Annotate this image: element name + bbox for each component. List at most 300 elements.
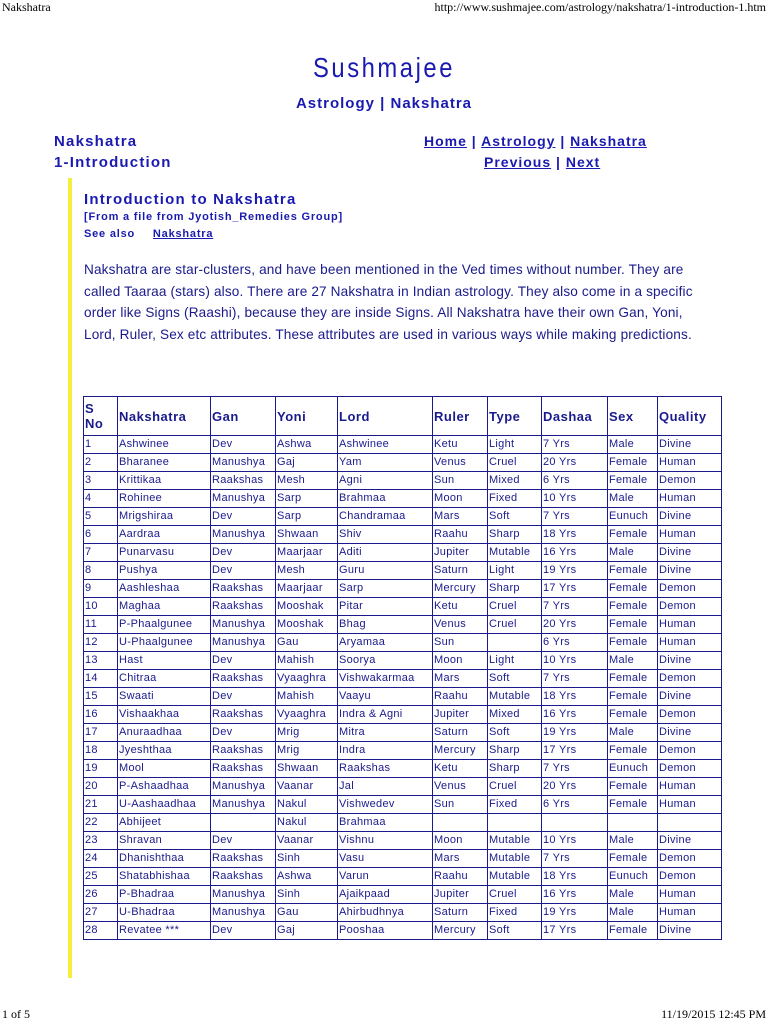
cell-type: Cruel <box>488 454 542 472</box>
cell-sex: Female <box>608 796 658 814</box>
cell-sex: Eunuch <box>608 868 658 886</box>
cell-yoni: Nakul <box>276 814 338 832</box>
cell-sex: Female <box>608 670 658 688</box>
cell-nakshatra: P-Ashaadhaa <box>118 778 211 796</box>
cell-type <box>488 634 542 652</box>
cell-nakshatra: Dhanishthaa <box>118 850 211 868</box>
cell-sex: Male <box>608 490 658 508</box>
cell-ruler: Raahu <box>433 868 488 886</box>
cell-sex: Eunuch <box>608 508 658 526</box>
cell-type: Mutable <box>488 688 542 706</box>
cell-ruler: Moon <box>433 832 488 850</box>
cell-lord: Aditi <box>338 544 433 562</box>
cell-gan: Manushya <box>211 526 276 544</box>
cell-sex: Male <box>608 544 658 562</box>
cell-type: Light <box>488 562 542 580</box>
cell-type: Soft <box>488 508 542 526</box>
cell-sex <box>608 814 658 832</box>
table-header-row <box>84 397 722 436</box>
cell-sno: 12 <box>84 634 118 652</box>
cell-sno: 2 <box>84 454 118 472</box>
cell-ruler: Mercury <box>433 922 488 940</box>
cell-gan: Dev <box>211 436 276 454</box>
cell-lord: Vishwedev <box>338 796 433 814</box>
nakshatra-link[interactable]: Nakshatra <box>570 133 647 149</box>
cell-ruler: Mercury <box>433 742 488 760</box>
cell-dashaa: 16 Yrs <box>542 886 608 904</box>
cell-sex: Female <box>608 778 658 796</box>
cell-yoni: Mooshak <box>276 598 338 616</box>
site-subtitle: Astrology | Nakshatra <box>295 95 473 112</box>
cell-quality: Divine <box>658 724 722 742</box>
cell-lord: Ahirbudhnya <box>338 904 433 922</box>
cell-ruler: Mercury <box>433 580 488 598</box>
cell-nakshatra: Swaati <box>118 688 211 706</box>
table-row <box>84 796 722 814</box>
cell-yoni: Shwaan <box>276 760 338 778</box>
cell-nakshatra: U-Phaalgunee <box>118 634 211 652</box>
cell-type: Sharp <box>488 580 542 598</box>
cell-lord: Jal <box>338 778 433 796</box>
cell-yoni: Vyaaghra <box>276 706 338 724</box>
page-heading-line1: Nakshatra <box>54 133 138 150</box>
astrology-link[interactable]: Astrology <box>481 133 556 149</box>
cell-sno: 18 <box>84 742 118 760</box>
cell-quality: Divine <box>658 922 722 940</box>
column-header-sno: S No <box>84 397 118 436</box>
table-row <box>84 904 722 922</box>
cell-sno: 8 <box>84 562 118 580</box>
print-footer-page: 1 of 5 <box>2 1007 30 1021</box>
cell-dashaa: 10 Yrs <box>542 832 608 850</box>
cell-gan: Dev <box>211 832 276 850</box>
cell-nakshatra: Mrigshiraa <box>118 508 211 526</box>
cell-type: Soft <box>488 724 542 742</box>
cell-yoni: Maarjaar <box>276 544 338 562</box>
cell-sno: 19 <box>84 760 118 778</box>
cell-yoni: Sinh <box>276 886 338 904</box>
cell-nakshatra: Revatee *** <box>118 922 211 940</box>
cell-gan: Manushya <box>211 454 276 472</box>
cell-lord: Indra & Agni <box>338 706 433 724</box>
cell-type: Cruel <box>488 778 542 796</box>
print-header-title: Nakshatra <box>2 0 51 14</box>
cell-ruler: Mars <box>433 670 488 688</box>
cell-gan: Dev <box>211 922 276 940</box>
table-row <box>84 886 722 904</box>
cell-type: Fixed <box>488 904 542 922</box>
cell-quality: Divine <box>658 688 722 706</box>
cell-gan: Raakshas <box>211 472 276 490</box>
cell-nakshatra: Rohinee <box>118 490 211 508</box>
cell-sno: 16 <box>84 706 118 724</box>
cell-sno: 23 <box>84 832 118 850</box>
cell-nakshatra: Punarvasu <box>118 544 211 562</box>
cell-gan: Raakshas <box>211 670 276 688</box>
cell-ruler: Venus <box>433 616 488 634</box>
intro-paragraph: Nakshatra are star-clusters, and have been mentioned in the Ved times without number. They are called Taaraa (stars) also. There are 27 Nakshatra in Indian astrology. They also come in a specific order like Signs (Raashi), because they are inside Signs. All Nakshatra have their own Gan, Yoni, Lord, Ruler, Sex etc attributes. These attributes are used in various ways while making predictions. <box>84 262 693 342</box>
cell-dashaa: 17 Yrs <box>542 580 608 598</box>
cell-yoni: Gaj <box>276 922 338 940</box>
next-link[interactable]: Next <box>565 154 601 170</box>
cell-sno: 5 <box>84 508 118 526</box>
print-footer-datetime: 11/19/2015 12:45 PM <box>661 1007 766 1021</box>
cell-quality: Demon <box>658 472 722 490</box>
cell-gan: Manushya <box>211 904 276 922</box>
table-row <box>84 922 722 940</box>
cell-sno: 14 <box>84 670 118 688</box>
cell-quality: Demon <box>658 760 722 778</box>
cell-sno: 3 <box>84 472 118 490</box>
cell-quality: Human <box>658 616 722 634</box>
cell-yoni: Vaanar <box>276 832 338 850</box>
cell-ruler: Sun <box>433 796 488 814</box>
cell-dashaa: 18 Yrs <box>542 526 608 544</box>
cell-type: Mutable <box>488 868 542 886</box>
cell-nakshatra: Aardraa <box>118 526 211 544</box>
cell-nakshatra: Chitraa <box>118 670 211 688</box>
cell-nakshatra: Shravan <box>118 832 211 850</box>
cell-type: Mutable <box>488 544 542 562</box>
cell-gan: Dev <box>211 562 276 580</box>
cell-lord: Chandramaa <box>338 508 433 526</box>
cell-sno: 25 <box>84 868 118 886</box>
cell-yoni: Mooshak <box>276 616 338 634</box>
cell-ruler: Moon <box>433 490 488 508</box>
cell-gan: Raakshas <box>211 742 276 760</box>
cell-sno: 11 <box>84 616 118 634</box>
cell-lord: Pitar <box>338 598 433 616</box>
column-header-dashaa: Dashaa <box>542 397 608 436</box>
cell-dashaa <box>542 814 608 832</box>
table-row <box>84 742 722 760</box>
cell-nakshatra: P-Bhadraa <box>118 886 211 904</box>
cell-ruler: Raahu <box>433 526 488 544</box>
cell-yoni: Shwaan <box>276 526 338 544</box>
cell-sex: Female <box>608 526 658 544</box>
see-also <box>84 228 213 240</box>
column-header-ruler: Ruler <box>433 397 488 436</box>
cell-ruler <box>433 814 488 832</box>
cell-sno: 15 <box>84 688 118 706</box>
previous-link[interactable]: Previous <box>484 154 552 170</box>
cell-lord: Vishnu <box>338 832 433 850</box>
cell-yoni: Ashwa <box>276 868 338 886</box>
cell-quality: Divine <box>658 544 722 562</box>
cell-nakshatra: Vishaakhaa <box>118 706 211 724</box>
cell-ruler: Sun <box>433 634 488 652</box>
cell-lord: Aryamaa <box>338 634 433 652</box>
cell-ruler: Sun <box>433 472 488 490</box>
cell-type: Sharp <box>488 526 542 544</box>
cell-dashaa: 20 Yrs <box>542 616 608 634</box>
cell-sex: Female <box>608 922 658 940</box>
cell-sno: 28 <box>84 922 118 940</box>
cell-sno: 24 <box>84 850 118 868</box>
cell-nakshatra: Jyeshthaa <box>118 742 211 760</box>
cell-yoni: Sinh <box>276 850 338 868</box>
cell-sno: 9 <box>84 580 118 598</box>
cell-lord: Indra <box>338 742 433 760</box>
cell-sex: Female <box>608 454 658 472</box>
cell-sex: Female <box>608 598 658 616</box>
cell-yoni: Nakul <box>276 796 338 814</box>
table-row <box>84 634 722 652</box>
cell-yoni: Mahish <box>276 688 338 706</box>
cell-nakshatra: P-Phaalgunee <box>118 616 211 634</box>
nav-separator: | <box>556 154 561 170</box>
cell-ruler: Venus <box>433 454 488 472</box>
table-row <box>84 490 722 508</box>
cell-dashaa: 7 Yrs <box>542 760 608 778</box>
cell-gan <box>211 814 276 832</box>
cell-quality: Demon <box>658 598 722 616</box>
cell-nakshatra: Krittikaa <box>118 472 211 490</box>
column-header-quality: Quality <box>658 397 722 436</box>
cell-lord: Yam <box>338 454 433 472</box>
cell-gan: Manushya <box>211 886 276 904</box>
cell-sno: 7 <box>84 544 118 562</box>
cell-lord: Pooshaa <box>338 922 433 940</box>
cell-lord: Vishwakarmaa <box>338 670 433 688</box>
cell-dashaa: 6 Yrs <box>542 796 608 814</box>
cell-lord: Vasu <box>338 850 433 868</box>
cell-yoni: Mesh <box>276 472 338 490</box>
cell-sex: Female <box>608 634 658 652</box>
cell-dashaa: 16 Yrs <box>542 706 608 724</box>
cell-gan: Raakshas <box>211 850 276 868</box>
cell-quality: Human <box>658 778 722 796</box>
intro-title: Introduction to Nakshatra <box>84 191 297 208</box>
cell-yoni: Mesh <box>276 562 338 580</box>
cell-ruler: Raahu <box>433 688 488 706</box>
cell-type: Mixed <box>488 706 542 724</box>
table-row <box>84 760 722 778</box>
cell-dashaa: 16 Yrs <box>542 544 608 562</box>
cell-quality: Demon <box>658 850 722 868</box>
cell-gan: Dev <box>211 508 276 526</box>
cell-lord: Varun <box>338 868 433 886</box>
cell-dashaa: 7 Yrs <box>542 508 608 526</box>
cell-ruler: Saturn <box>433 904 488 922</box>
column-header-nakshatra: Nakshatra <box>118 397 211 436</box>
table-row <box>84 454 722 472</box>
cell-type: Sharp <box>488 760 542 778</box>
cell-quality: Demon <box>658 742 722 760</box>
cell-type: Soft <box>488 922 542 940</box>
cell-gan: Dev <box>211 652 276 670</box>
cell-sno: 20 <box>84 778 118 796</box>
cell-lord: Brahmaa <box>338 490 433 508</box>
table-row <box>84 706 722 724</box>
table-row <box>84 436 722 454</box>
table-row <box>84 580 722 598</box>
page-heading-line2: 1-Introduction <box>54 154 172 171</box>
cell-lord: Ashwinee <box>338 436 433 454</box>
cell-type: Light <box>488 652 542 670</box>
table-row <box>84 688 722 706</box>
cell-sno: 13 <box>84 652 118 670</box>
cell-nakshatra: Hast <box>118 652 211 670</box>
cell-nakshatra: Maghaa <box>118 598 211 616</box>
cell-type: Sharp <box>488 742 542 760</box>
cell-sno: 4 <box>84 490 118 508</box>
cell-sex: Female <box>608 472 658 490</box>
table-row <box>84 598 722 616</box>
cell-dashaa: 7 Yrs <box>542 598 608 616</box>
table-row <box>84 562 722 580</box>
cell-nakshatra: Anuraadhaa <box>118 724 211 742</box>
cell-nakshatra: Pushya <box>118 562 211 580</box>
cell-dashaa: 10 Yrs <box>542 652 608 670</box>
cell-quality: Divine <box>658 652 722 670</box>
cell-yoni: Gau <box>276 904 338 922</box>
cell-sex: Eunuch <box>608 760 658 778</box>
cell-type: Cruel <box>488 616 542 634</box>
page-heading <box>54 131 172 173</box>
cell-sno: 21 <box>84 796 118 814</box>
cell-sex: Female <box>608 616 658 634</box>
table-row <box>84 832 722 850</box>
cell-nakshatra: Ashwinee <box>118 436 211 454</box>
cell-sex: Male <box>608 724 658 742</box>
cell-sex: Female <box>608 562 658 580</box>
cell-quality: Divine <box>658 436 722 454</box>
cell-yoni: Maarjaar <box>276 580 338 598</box>
cell-yoni: Gaj <box>276 454 338 472</box>
cell-nakshatra: Mool <box>118 760 211 778</box>
cell-gan: Dev <box>211 688 276 706</box>
print-header-url: http://www.sushmajee.com/astrology/nakshatra/1-introduction-1.htm <box>434 0 766 14</box>
table-body <box>84 436 722 940</box>
cell-quality: Demon <box>658 580 722 598</box>
cell-dashaa: 19 Yrs <box>542 904 608 922</box>
cell-dashaa: 19 Yrs <box>542 562 608 580</box>
cell-quality: Human <box>658 796 722 814</box>
cell-dashaa: 6 Yrs <box>542 472 608 490</box>
cell-quality: Human <box>658 886 722 904</box>
cell-yoni: Vaanar <box>276 778 338 796</box>
cell-lord: Sarp <box>338 580 433 598</box>
cell-sex: Female <box>608 706 658 724</box>
cell-type: Mixed <box>488 472 542 490</box>
table-row <box>84 526 722 544</box>
cell-sex: Female <box>608 850 658 868</box>
site-title: Sushmajee <box>312 52 456 83</box>
cell-sex: Male <box>608 904 658 922</box>
table-row <box>84 868 722 886</box>
cell-type: Soft <box>488 670 542 688</box>
cell-quality: Demon <box>658 706 722 724</box>
cell-ruler: Jupiter <box>433 706 488 724</box>
table-row <box>84 850 722 868</box>
cell-dashaa: 18 Yrs <box>542 688 608 706</box>
cell-gan: Raakshas <box>211 760 276 778</box>
cell-dashaa: 17 Yrs <box>542 922 608 940</box>
column-header-lord: Lord <box>338 397 433 436</box>
cell-gan: Dev <box>211 544 276 562</box>
cell-quality: Divine <box>658 832 722 850</box>
cell-ruler: Jupiter <box>433 544 488 562</box>
cell-dashaa: 7 Yrs <box>542 436 608 454</box>
cell-sno: 26 <box>84 886 118 904</box>
table-row <box>84 508 722 526</box>
intro-source: [From a file from Jyotish_Remedies Group] <box>84 211 343 223</box>
cell-yoni: Sarp <box>276 490 338 508</box>
cell-sex: Male <box>608 436 658 454</box>
table-row <box>84 778 722 796</box>
cell-sex: Male <box>608 886 658 904</box>
cell-type: Cruel <box>488 598 542 616</box>
column-header-type: Type <box>488 397 542 436</box>
cell-ruler: Saturn <box>433 724 488 742</box>
cell-yoni: Vyaaghra <box>276 670 338 688</box>
cell-sno: 17 <box>84 724 118 742</box>
cell-sno: 10 <box>84 598 118 616</box>
cell-yoni: Mrig <box>276 724 338 742</box>
nav-separator: | <box>560 133 566 149</box>
table-row <box>84 616 722 634</box>
cell-ruler: Venus <box>433 778 488 796</box>
cell-quality: Human <box>658 490 722 508</box>
cell-ruler: Saturn <box>433 562 488 580</box>
cell-quality <box>658 814 722 832</box>
column-header-sex: Sex <box>608 397 658 436</box>
cell-gan: Raakshas <box>211 706 276 724</box>
home-link[interactable]: Home <box>424 133 467 149</box>
cell-sex: Female <box>608 742 658 760</box>
cell-sno: 1 <box>84 436 118 454</box>
cell-lord: Brahmaa <box>338 814 433 832</box>
see-also-label: See also <box>84 228 136 240</box>
side-accent-bar <box>68 178 72 978</box>
cell-dashaa: 19 Yrs <box>542 724 608 742</box>
cell-lord: Mitra <box>338 724 433 742</box>
cell-dashaa: 6 Yrs <box>542 634 608 652</box>
cell-lord: Guru <box>338 562 433 580</box>
cell-lord: Vaayu <box>338 688 433 706</box>
cell-lord: Soorya <box>338 652 433 670</box>
column-header-gan: Gan <box>211 397 276 436</box>
column-header-yoni: Yoni <box>276 397 338 436</box>
cell-quality: Human <box>658 634 722 652</box>
cell-lord: Agni <box>338 472 433 490</box>
see-also-nakshatra-link[interactable]: Nakshatra <box>152 228 214 240</box>
cell-gan: Dev <box>211 724 276 742</box>
cell-quality: Human <box>658 526 722 544</box>
cell-yoni: Ashwa <box>276 436 338 454</box>
table-row <box>84 652 722 670</box>
cell-quality: Human <box>658 454 722 472</box>
table-row <box>84 472 722 490</box>
cell-gan: Raakshas <box>211 580 276 598</box>
nav-separator: | <box>471 133 477 149</box>
cell-ruler: Ketu <box>433 598 488 616</box>
table-row <box>84 724 722 742</box>
cell-ruler: Mars <box>433 508 488 526</box>
cell-sno: 6 <box>84 526 118 544</box>
cell-gan: Manushya <box>211 796 276 814</box>
cell-dashaa: 17 Yrs <box>542 742 608 760</box>
cell-type: Mutable <box>488 832 542 850</box>
cell-gan: Manushya <box>211 634 276 652</box>
cell-sex: Male <box>608 832 658 850</box>
cell-sex: Female <box>608 580 658 598</box>
table-row <box>84 544 722 562</box>
cell-quality: Human <box>658 904 722 922</box>
cell-quality: Demon <box>658 868 722 886</box>
cell-dashaa: 20 Yrs <box>542 778 608 796</box>
